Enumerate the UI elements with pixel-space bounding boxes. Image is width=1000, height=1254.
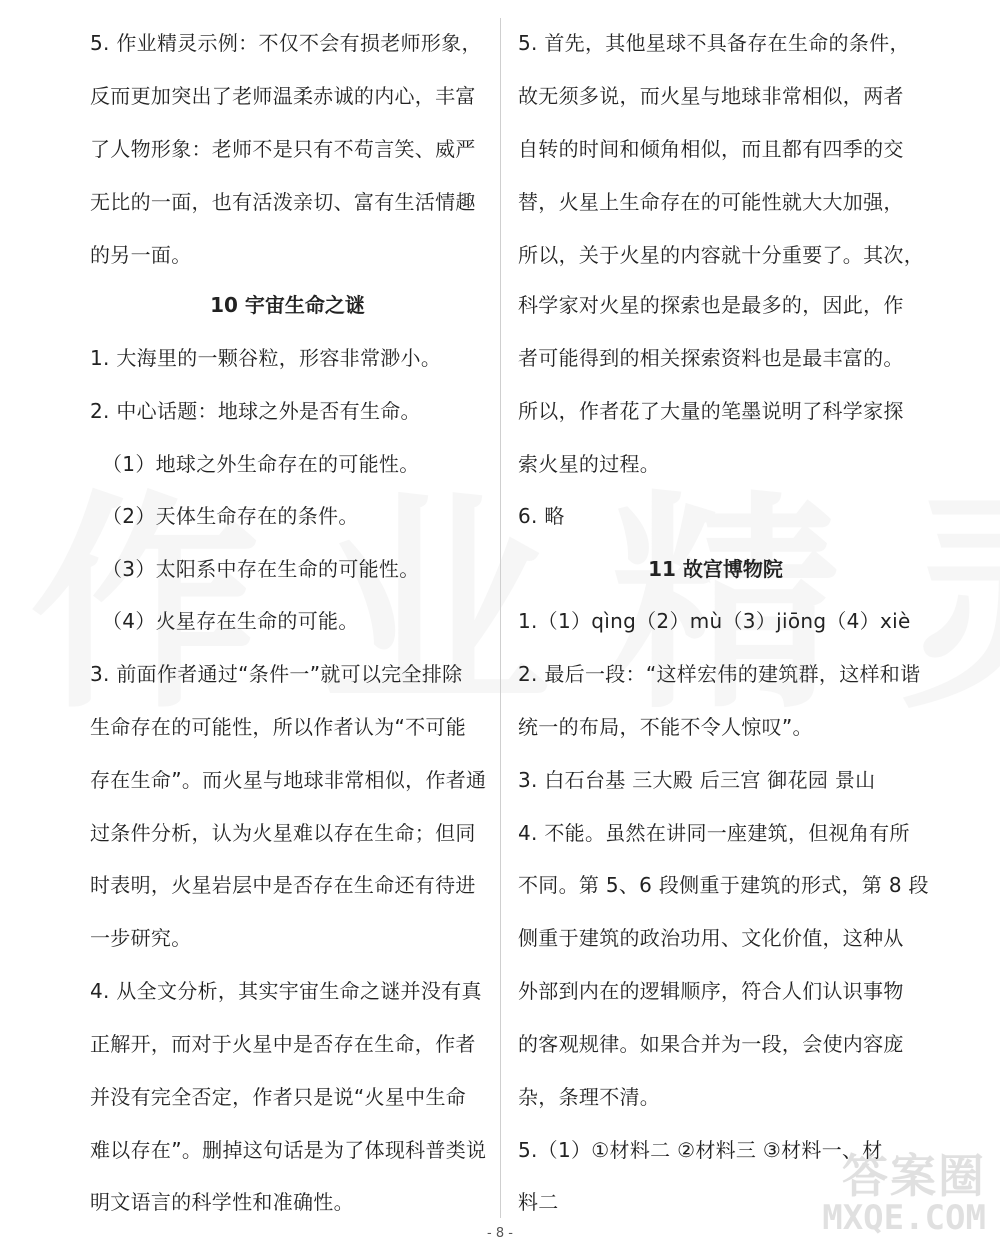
text-line: 所以，关于火星的内容就十分重要了。其次， (518, 243, 924, 267)
text-line: 故无须多说，而火星与地球非常相似，两者 (518, 84, 904, 108)
text-line: 6. 略 (518, 504, 565, 528)
section-heading-11: 11 故宫博物院 (648, 557, 783, 581)
text-line: 4. 从全文分析，其实宇宙生命之谜并没有真 (90, 979, 482, 1003)
text-line: 存在生命”。而火星与地球非常相似，作者通 (90, 768, 487, 792)
text-line: 5.（1）①材料二 ②材料三 ③材料一、材 (518, 1138, 883, 1162)
page-number: - 8 - (487, 1226, 513, 1241)
text-line: 1. 大海里的一颗谷粒，形容非常渺小。 (90, 346, 442, 370)
column-divider (500, 18, 501, 1218)
text-line: 一步研究。 (90, 926, 192, 950)
text-line: 自转的时间和倾角相似，而且都有四季的交 (518, 137, 904, 161)
text-line: 外部到内在的逻辑顺序，符合人们认识事物 (518, 979, 904, 1003)
text-line: 2. 最后一段：“这样宏伟的建筑群，这样和谐 (518, 662, 921, 686)
text-line: 统一的布局，不能不令人惊叹”。 (518, 715, 813, 739)
text-line: 5. 作业精灵示例：不仅不会有损老师形象， (90, 31, 482, 55)
text-line: （2）天体生命存在的条件。 (102, 504, 359, 528)
text-line: 不同。第 5、6 段侧重于建筑的形式，第 8 段 (518, 873, 929, 897)
text-line: （1）地球之外生命存在的可能性。 (102, 452, 420, 476)
text-line: 3. 白石台基 三大殿 后三宫 御花园 景山 (518, 768, 876, 792)
text-line: 料二 (518, 1190, 559, 1214)
text-line: 1.（1）qìng（2）mù（3）jiōng（4）xiè (518, 609, 911, 633)
text-line: 者可能得到的相关探索资料也是最丰富的。 (518, 346, 904, 370)
text-line: （4）火星存在生命的可能。 (102, 609, 359, 633)
logo-url: MXQE.COM (822, 1198, 986, 1238)
text-line: 过条件分析，认为火星难以存在生命；但同 (90, 821, 476, 845)
text-line: 2. 中心话题：地球之外是否有生命。 (90, 399, 421, 423)
text-line: 的另一面。 (90, 243, 192, 267)
text-line: 明文语言的科学性和准确性。 (90, 1190, 354, 1214)
text-line: 了人物形象：老师不是只有不苟言笑、威严 (90, 137, 476, 161)
text-line: 生命存在的可能性，所以作者认为“不可能 (90, 715, 467, 739)
section-heading-10: 10 宇宙生命之谜 (210, 293, 365, 317)
text-line: 侧重于建筑的政治功用、文化价值，这种从 (518, 926, 904, 950)
text-line: 并没有完全否定，作者只是说“火星中生命 (90, 1085, 467, 1109)
text-line: 所以，作者花了大量的笔墨说明了科学家探 (518, 399, 904, 423)
text-line: 时表明，火星岩层中是否存在生命还有待进 (90, 873, 476, 897)
text-line: 索火星的过程。 (518, 452, 661, 476)
text-line: 无比的一面，也有活泼亲切、富有生活情趣 (90, 190, 476, 214)
text-line: 正解开，而对于火星中是否存在生命，作者 (90, 1032, 476, 1056)
text-line: （3）太阳系中存在生命的可能性。 (102, 557, 420, 581)
logo-text: 答案圈 (842, 1149, 986, 1203)
text-line: 4. 不能。虽然在讲同一座建筑，但视角有所 (518, 821, 910, 845)
text-line: 杂，条理不清。 (518, 1085, 661, 1109)
text-line: 难以存在”。删掉这句话是为了体现科普类说 (90, 1138, 487, 1162)
text-line: 5. 首先，其他星球不具备存在生命的条件， (518, 31, 910, 55)
text-line: 的客观规律。如果合并为一段，会使内容庞 (518, 1032, 904, 1056)
text-line: 科学家对火星的探索也是最多的，因此，作 (518, 293, 904, 317)
text-line: 替，火星上生命存在的可能性就大大加强， (518, 190, 904, 214)
text-line: 反而更加突出了老师温柔赤诚的内心，丰富 (90, 84, 476, 108)
text-line: 3. 前面作者通过“条件一”就可以完全排除 (90, 662, 463, 686)
